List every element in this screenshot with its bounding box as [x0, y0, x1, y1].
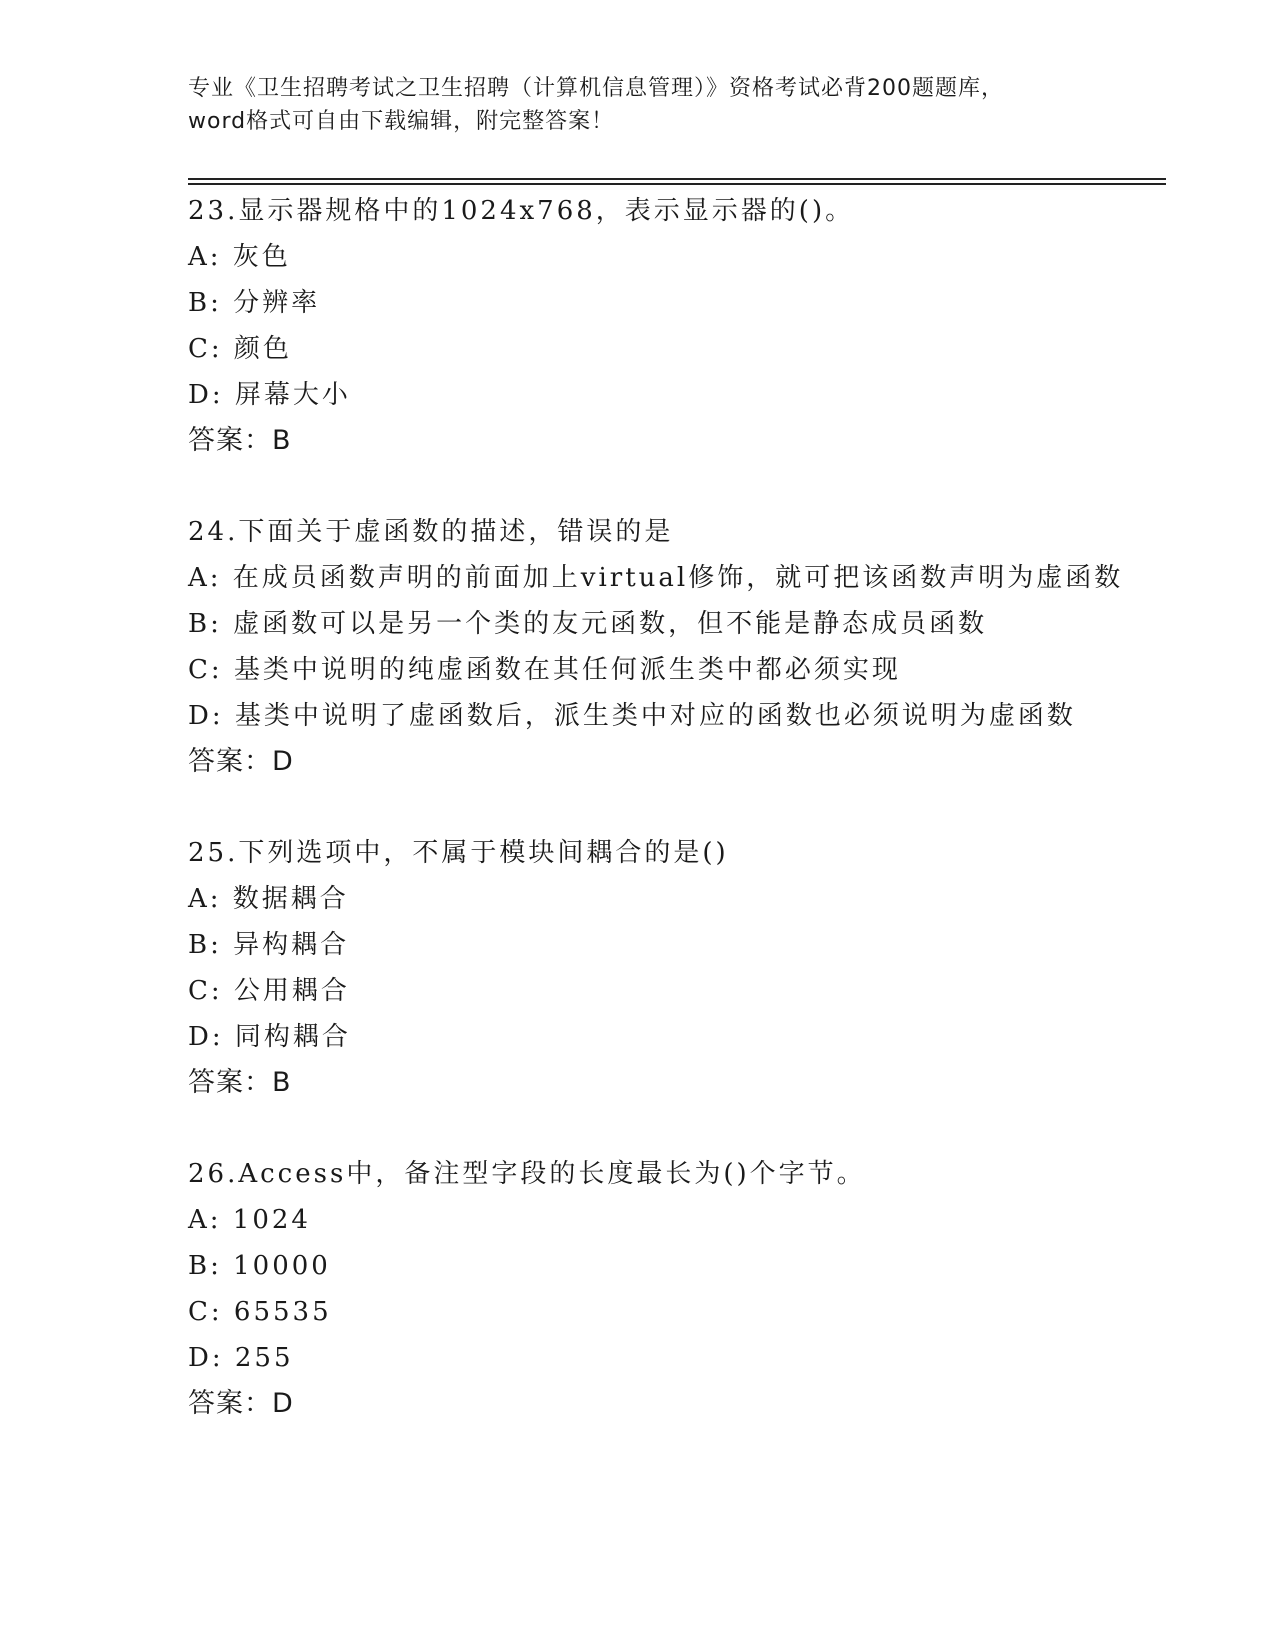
option-d: D: 同构耦合 — [188, 1022, 351, 1052]
question-25 — [188, 830, 1148, 1106]
document-header — [188, 72, 1108, 138]
question-24 — [188, 509, 1148, 785]
question-stem: 26.Access中，备注型字段的长度最长为()个字节。 — [188, 1159, 866, 1189]
option-c: C: 65535 — [188, 1297, 332, 1327]
answer-line: 答案：D — [188, 1388, 294, 1419]
option-d: D: 255 — [188, 1343, 294, 1373]
option-b: B: 10000 — [188, 1251, 331, 1281]
question-stem: 23.显示器规格中的1024x768，表示显示器的()。 — [188, 196, 855, 226]
option-c: C: 公用耦合 — [188, 976, 350, 1006]
answer-line: 答案：D — [188, 746, 294, 777]
option-b: B: 分辨率 — [188, 288, 321, 318]
option-d: D: 屏幕大小 — [188, 380, 351, 410]
option-a: A: 灰色 — [188, 242, 291, 272]
answer-line: 答案：B — [188, 425, 292, 456]
header-rule-bottom — [188, 183, 1166, 185]
header-line-2: word格式可自由下载编辑，附完整答案！ — [188, 109, 615, 134]
question-26 — [188, 1151, 1148, 1427]
option-a: A: 1024 — [188, 1205, 311, 1235]
question-23 — [188, 188, 1148, 464]
option-b: B: 虚函数可以是另一个类的友元函数，但不能是静态成员函数 — [188, 609, 988, 639]
option-b: B: 异构耦合 — [188, 930, 350, 960]
option-d: D: 基类中说明了虚函数后，派生类中对应的函数也必须说明为虚函数 — [188, 701, 1076, 731]
option-a: A: 数据耦合 — [188, 884, 349, 914]
answer-line: 答案：B — [188, 1067, 292, 1098]
question-stem: 24.下面关于虚函数的描述，错误的是 — [188, 517, 674, 547]
header-rule-top — [188, 178, 1166, 180]
question-stem: 25.下列选项中，不属于模块间耦合的是() — [188, 838, 729, 868]
question-list — [188, 188, 1148, 1472]
option-c: C: 基类中说明的纯虚函数在其任何派生类中都必须实现 — [188, 655, 901, 685]
header-line-1: 专业《卫生招聘考试之卫生招聘（计算机信息管理）》资格考试必背200题题库， — [188, 76, 1004, 101]
option-c: C: 颜色 — [188, 334, 292, 364]
option-a: A: 在成员函数声明的前面加上virtual修饰，就可把该函数声明为虚函数 — [188, 563, 1124, 593]
